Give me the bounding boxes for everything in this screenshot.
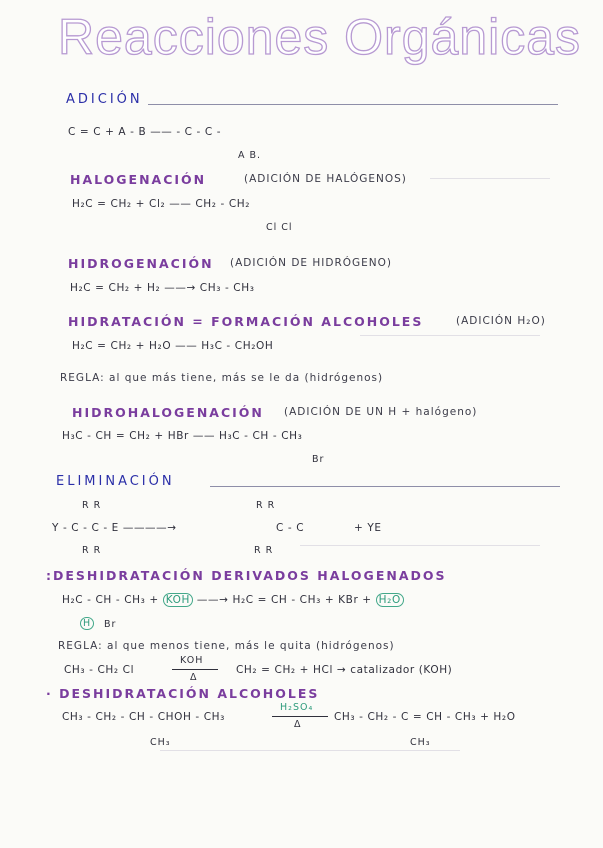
hidrohalogenacion-note: (ADICIÓN DE UN H + halógeno) [284,406,478,418]
regla-2: REGLA: al que menos tiene, más le quita (hidrógenos) [58,640,395,652]
hidrohalogenacion-heading: HIDROHALOGENACIÓN [72,405,264,420]
ejemplo-right: CH₂ = CH₂ + HCl → catalizador (KOH) [236,664,453,676]
deshid-halogenados-left: H₂C - CH - CH₃ + [62,594,163,606]
adicion-underline [148,104,558,105]
eliminacion-heading: ELIMINACIÓN [56,474,175,489]
adicion-equation: C = C + A - B —— - C - C - [68,126,222,138]
halogenacion-note: (ADICIÓN DE HALÓGENOS) [244,173,407,185]
eliminacion-reactant: Y - C - C - E ————→ [52,522,177,534]
hidrogenacion-equation: H₂C = CH₂ + H₂ ——→ CH₃ - CH₃ [70,282,255,294]
bleed-line [360,335,540,336]
hidratacion-heading: HIDRATACIÓN = FORMACIÓN ALCOHOLES [68,314,424,329]
hidrohalogenacion-equation: H₃C - CH = CH₂ + HBr —— H₃C - CH - CH₃ [62,430,303,442]
eliminacion-product-top: R R [256,500,276,511]
deshid-halogenados-middle: ——→ H₂C = CH - CH₃ + KBr + [192,594,376,606]
deshid-alcoholes-catalyst-top: H₂SO₄ [280,702,314,713]
deshid-halogenados-heading: :DESHIDRATACIÓN DERIVADOS HALOGENADOS [46,568,447,583]
hidrohalogenacion-substituent: Br [312,454,325,465]
deshid-halogenados-br: Br [104,619,117,630]
ejemplo-catalyst-top: KOH [180,655,204,666]
adicion-heading: ADICIÓN [66,92,143,107]
halogenacion-heading: HALOGENACIÓN [70,172,207,187]
eliminacion-byproduct: + YE [354,522,382,534]
page-title: Reacciones Orgánicas [58,9,582,65]
deshid-alcoholes-right: CH₃ - CH₂ - C = CH - CH₃ + H₂O [334,711,516,723]
deshid-alcoholes-heading: · DESHIDRATACIÓN ALCOHOLES [46,686,320,701]
eliminacion-product: C - C [276,522,305,534]
deshid-halogenados-equation [62,593,404,607]
deshid-alcoholes-sub-right: CH₃ [410,737,431,748]
hidrogenacion-note: (ADICIÓN DE HIDRÓGENO) [230,257,393,269]
ejemplo-arrow [172,669,218,670]
hidrogenacion-heading: HIDROGENACIÓN [68,256,214,271]
bleed-line [430,178,550,179]
bleed-line [300,545,540,546]
eliminacion-top-r: R R [82,500,102,511]
hidratacion-equation: H₂C = CH₂ + H₂O —— H₃C - CH₂OH [72,340,274,352]
adicion-substituents: A B. [238,150,262,161]
hidratacion-note: (ADICIÓN H₂O) [456,315,546,327]
deshid-alcoholes-left: CH₃ - CH₂ - CH - CHOH - CH₃ [62,711,225,723]
bleed-line [160,750,460,751]
deshid-halogenados-h: H [80,617,94,630]
eliminacion-underline [210,486,560,487]
deshid-alcoholes-catalyst-bottom: Δ [294,719,302,730]
h2o-circled: H₂O [376,593,404,607]
deshid-alcoholes-arrow [272,716,328,717]
halogenacion-substituents: Cl Cl [266,222,293,233]
ejemplo-left: CH₃ - CH₂ Cl [64,664,135,676]
ejemplo-catalyst-bottom: Δ [190,672,198,683]
koh-circled: KOH [163,593,193,607]
regla-1: REGLA: al que más tiene, más se le da (hidrógenos) [60,372,384,384]
deshid-alcoholes-sub-left: CH₃ [150,737,171,748]
eliminacion-bottom-r: R R [82,545,102,556]
eliminacion-product-bottom: R R [254,545,274,556]
halogenacion-equation: H₂C = CH₂ + Cl₂ —— CH₂ - CH₂ [72,198,251,210]
